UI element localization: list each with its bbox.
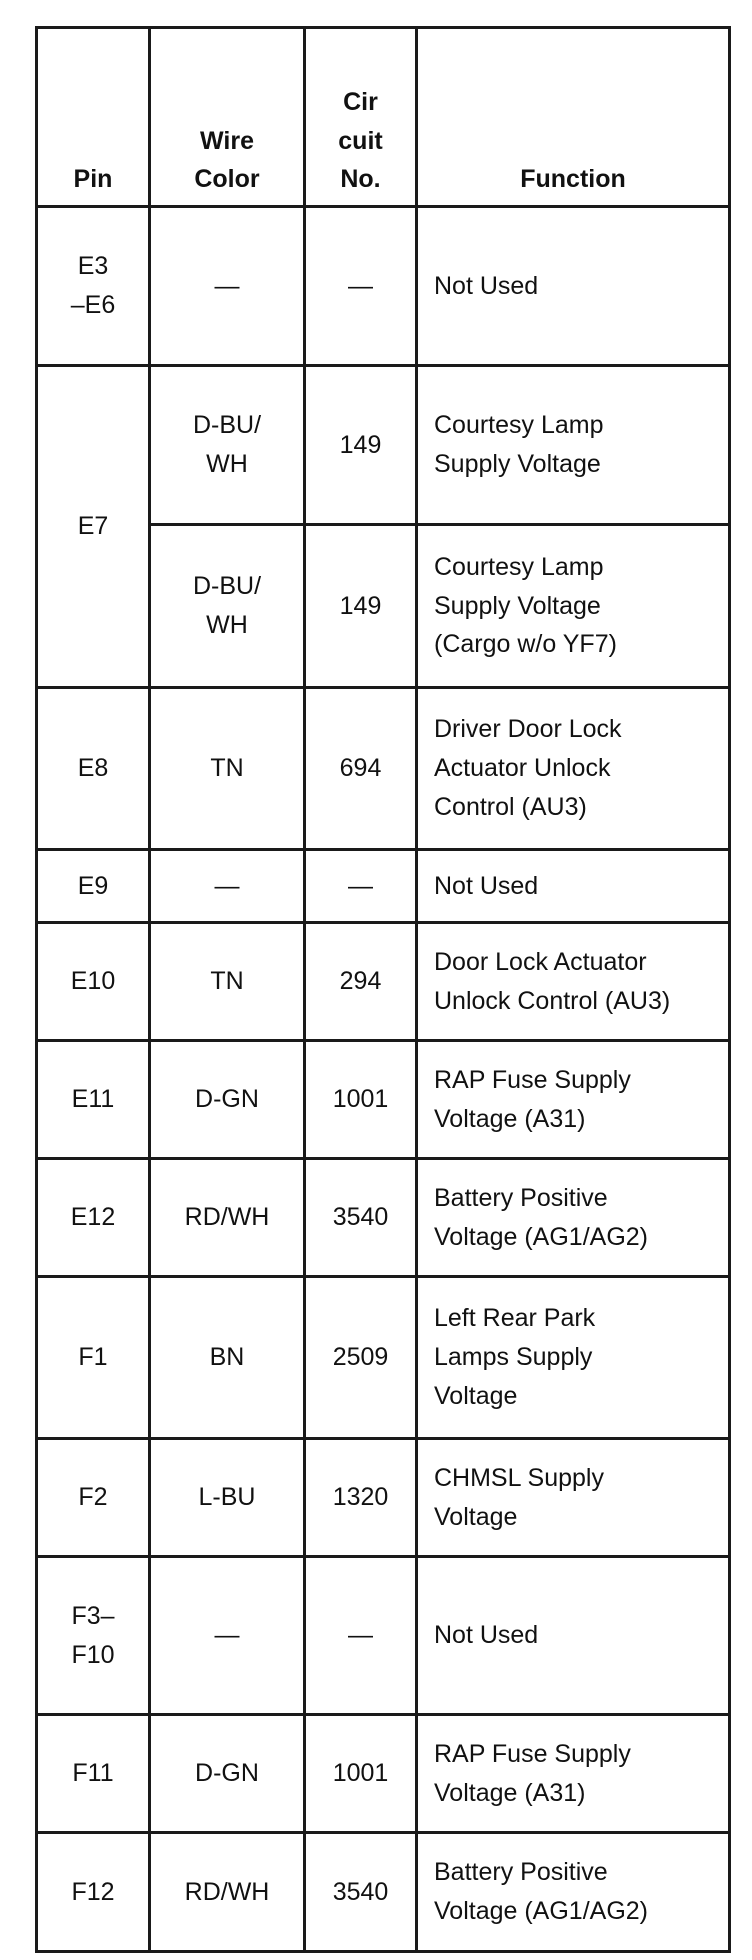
table-row [37,366,730,525]
circuit-cell: 294 [305,923,417,1041]
function-cell: Not Used [417,1557,730,1715]
header-circuit-no: Cir cuit No. [305,28,417,207]
circuit-cell: 1001 [305,1715,417,1833]
function-cell: CHMSL Supply Voltage [417,1439,730,1557]
circuit-cell: 1320 [305,1439,417,1557]
pin-cell: F3– F10 [37,1557,150,1715]
table-row [37,1439,730,1557]
circuit-cell: 3540 [305,1833,417,1952]
connector-pinout-page [35,26,728,1953]
circuit-cell: — [305,850,417,923]
circuit-cell: 149 [305,525,417,688]
table-row [37,688,730,850]
circuit-cell: 149 [305,366,417,525]
pin-cell: E12 [37,1159,150,1277]
function-cell: Driver Door Lock Actuator Unlock Control (AU3) [417,688,730,850]
wire-color-cell: D-GN [150,1715,305,1833]
wire-color-cell: BN [150,1277,305,1439]
pin-cell: E9 [37,850,150,923]
function-cell: Battery Positive Voltage (AG1/AG2) [417,1833,730,1952]
table-row [37,1557,730,1715]
function-cell: Door Lock Actuator Unlock Control (AU3) [417,923,730,1041]
wire-color-cell: — [150,850,305,923]
function-cell: Battery Positive Voltage (AG1/AG2) [417,1159,730,1277]
function-cell: Courtesy Lamp Supply Voltage [417,366,730,525]
table-row [37,1715,730,1833]
pin-cell: E7 [37,366,150,688]
function-cell: Not Used [417,207,730,366]
pin-cell: F1 [37,1277,150,1439]
table-row [37,1277,730,1439]
wire-color-cell: TN [150,688,305,850]
function-cell: Left Rear Park Lamps Supply Voltage [417,1277,730,1439]
function-cell: RAP Fuse Supply Voltage (A31) [417,1715,730,1833]
circuit-cell: 2509 [305,1277,417,1439]
pinout-table [35,26,731,1953]
table-row [37,1041,730,1159]
wire-color-cell: D-BU/ WH [150,366,305,525]
table-row [37,207,730,366]
table-row [37,1159,730,1277]
wire-color-cell: RD/WH [150,1833,305,1952]
function-cell: Not Used [417,850,730,923]
header-wire-color: Wire Color [150,28,305,207]
table-row [37,923,730,1041]
function-cell: RAP Fuse Supply Voltage (A31) [417,1041,730,1159]
pin-cell: F12 [37,1833,150,1952]
header-pin: Pin [37,28,150,207]
wire-color-cell: D-GN [150,1041,305,1159]
wire-color-cell: D-BU/ WH [150,525,305,688]
wire-color-cell: L-BU [150,1439,305,1557]
circuit-cell: — [305,207,417,366]
circuit-cell: 1001 [305,1041,417,1159]
header-function: Function [417,28,730,207]
wire-color-cell: RD/WH [150,1159,305,1277]
table-row [37,1833,730,1952]
wire-color-cell: TN [150,923,305,1041]
pin-cell: E3 –E6 [37,207,150,366]
pin-cell: E10 [37,923,150,1041]
wire-color-cell: — [150,1557,305,1715]
circuit-cell: 3540 [305,1159,417,1277]
pin-cell: F11 [37,1715,150,1833]
pin-cell: E11 [37,1041,150,1159]
wire-color-cell: — [150,207,305,366]
table-row [37,850,730,923]
pin-cell: E8 [37,688,150,850]
circuit-cell: 694 [305,688,417,850]
pin-cell: F2 [37,1439,150,1557]
header-row [37,28,730,207]
function-cell: Courtesy Lamp Supply Voltage (Cargo w/o YF7) [417,525,730,688]
circuit-cell: — [305,1557,417,1715]
